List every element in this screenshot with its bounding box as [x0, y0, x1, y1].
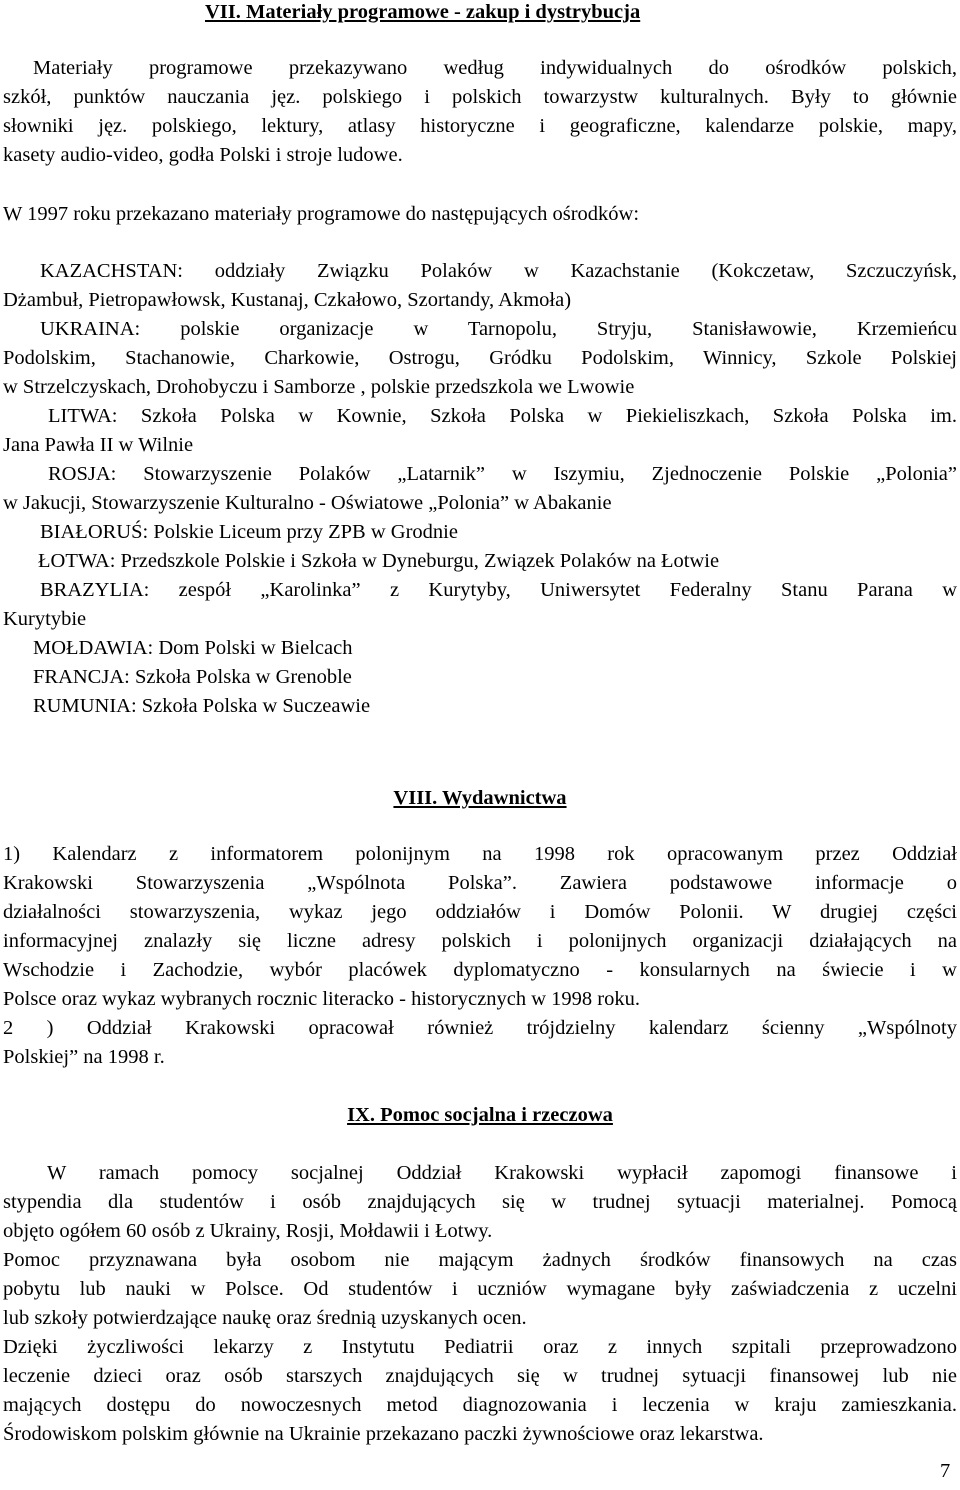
paragraph-line: Dzięki życzliwości lekarzy z Instytutu Pediatrii oraz z innych szpitali przeprowadzono — [3, 1336, 957, 1358]
paragraph-line: pobytu lub nauki w Polsce. Od studentów i uczniów wymagane były zaświadczenia z uczelni — [3, 1278, 957, 1300]
list-line: Kurytybie — [3, 608, 87, 630]
paragraph-line: leczenie dzieci oraz osób starszych znajdujących się w trudnej sytuacji finansowej lub nie — [3, 1365, 957, 1387]
paragraph-line: stypendia dla studentów i osób znajdujących się w trudnej sytuacji materialnej. Pomocą — [3, 1191, 957, 1213]
list-line: ROSJA: Stowarzyszenie Polaków „Latarnik” w Iszymiu, Zjednoczenie Polskie „Polonia” — [48, 463, 957, 485]
paragraph-line: Pomoc przyznawana była osobom nie mającym żadnych środków finansowych na czas — [3, 1249, 957, 1271]
paragraph-line: 2 ) Oddział Krakowski opracował również trójdzielny kalendarz ścienny „Wspólnoty — [3, 1017, 957, 1039]
list-line: LITWA: Szkoła Polska w Kownie, Szkoła Polska w Piekieliszkach, Szkoła Polska im. — [48, 405, 957, 427]
list-line: ŁOTWA: Przedszkole Polskie i Szkoła w Dyneburgu, Związek Polaków na Łotwie — [38, 550, 720, 572]
list-line: FRANCJA: Szkoła Polska w Grenoble — [33, 666, 352, 688]
paragraph-line: mających dostępu do nowoczesnych metod diagnozowania i leczenia w kraju zamieszkania. — [3, 1394, 957, 1416]
paragraph-line: W ramach pomocy socjalnej Oddział Krakowski wypłacił zapomogi finansowe i — [47, 1162, 957, 1184]
list-line: RUMUNIA: Szkoła Polska w Suczeawie — [33, 695, 371, 717]
paragraph-line: Wschodzie i Zachodzie, wybór placówek dyplomatyczno - konsularnych na świecie i w — [3, 959, 957, 981]
section-9-heading: IX. Pomoc socjalna i rzeczowa — [347, 1104, 613, 1126]
section-7-heading: VII. Materiały programowe - zakup i dystrybucja — [205, 1, 641, 23]
list-intro: W 1997 roku przekazano materiały programowe do następujących ośrodków: — [3, 203, 640, 225]
paragraph-line: szkół, punktów nauczania jęz. polskiego i polskich towarzystw kulturalnych. Były to głównie — [3, 86, 957, 108]
list-line: UKRAINA: polskie organizacje w Tarnopolu, Stryju, Stanisławowie, Krzemieńcu — [40, 318, 957, 340]
section-8-heading: VIII. Wydawnictwa — [393, 787, 567, 809]
list-line: BIAŁORUŚ: Polskie Liceum przy ZPB w Grodnie — [40, 521, 458, 543]
list-line: MOŁDAWIA: Dom Polski w Bielcach — [33, 637, 353, 659]
list-line: Dżambuł, Pietropawłowsk, Kustanaj, Czkałowo, Szortandy, Akmoła) — [3, 289, 572, 311]
paragraph-line: Krakowski Stowarzyszenia „Wspólnota Polska”. Zawiera podstawowe informacje o — [3, 872, 957, 894]
paragraph-line: Środowiskom polskim głównie na Ukrainie przekazano paczki żywnościowe oraz lekarstwa. — [3, 1423, 764, 1445]
paragraph-line: kasety audio-video, godła Polski i stroje ludowe. — [3, 144, 403, 166]
list-line: Jana Pawła II w Wilnie — [3, 434, 194, 456]
list-line: Podolskim, Stachanowie, Charkowie, Ostrogu, Gródku Podolskim, Winnicy, Szkole Polskiej — [3, 347, 957, 369]
paragraph-line: lub szkoły potwierdzające naukę oraz średnią uzyskanych ocen. — [3, 1307, 527, 1329]
list-line: KAZACHSTAN: oddziały Związku Polaków w Kazachstanie (Kokczetaw, Szczuczyńsk, — [40, 260, 957, 282]
list-line: w Jakucji, Stowarzyszenie Kulturalno - Oświatowe „Polonia” w Abakanie — [3, 492, 612, 514]
paragraph-line: działalności stowarzyszenia, wykaz jego oddziałów i Domów Polonii. W drugiej części — [3, 901, 957, 923]
list-line: BRAZYLIA: zespół „Karolinka” z Kurytyby, Uniwersytet Federalny Stanu Parana w — [40, 579, 957, 601]
list-line: w Strzelczyskach, Drohobyczu i Samborze , polskie przedszkola we Lwowie — [3, 376, 635, 398]
page-number: 7 — [940, 1460, 951, 1482]
paragraph-line: informacyjnej znalazły się liczne adresy polskich i polonijnych organizacji działających na — [3, 930, 957, 952]
paragraph-line: objęto ogółem 60 osób z Ukrainy, Rosji, Mołdawii i Łotwy. — [3, 1220, 493, 1242]
paragraph-line: Polskiej” na 1998 r. — [3, 1046, 165, 1068]
paragraph-line: słowniki jęz. polskiego, lektury, atlasy historyczne i geograficzne, kalendarze polskie, mapy, — [3, 115, 957, 137]
paragraph-line: Materiały programowe przekazywano według indywidualnych do ośrodków polskich, — [33, 57, 957, 79]
paragraph-line: Polsce oraz wykaz wybranych rocznic literacko - historycznych w 1998 roku. — [3, 988, 640, 1010]
paragraph-line: 1) Kalendarz z informatorem polonijnym na 1998 rok opracowanym przez Oddział — [3, 843, 957, 865]
